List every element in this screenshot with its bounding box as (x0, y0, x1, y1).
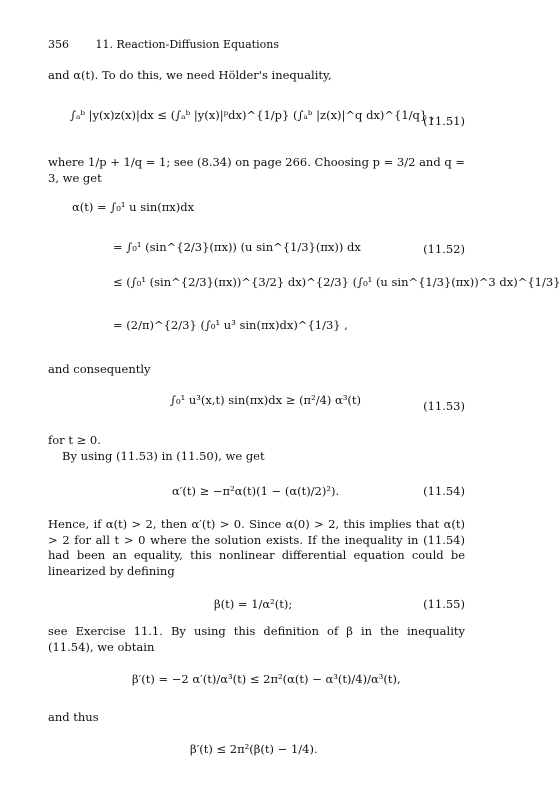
equation-11-54: α′(t) ≥ −π²α(t)(1 − (α(t)/2)²). (172, 484, 340, 498)
paragraph-7: see Exercise 11.1. By using this definition of β in the inequality (11.54), we obtain (48, 624, 465, 654)
equation-11-53: ∫₀¹ u³(x,t) sin(πx)dx ≥ (π²/4) α³(t) (170, 393, 362, 407)
chapter-title: 11. Reaction-Diffusion Equations (95, 38, 279, 51)
eq-number-11-52: (11.52) (423, 242, 465, 256)
paragraph-5: By using (11.53) in (11.50), we get (62, 449, 265, 463)
eq-number-11-53: (11.53) (423, 399, 465, 413)
running-header (48, 38, 279, 51)
paragraph-1: and α(t). To do this, we need Hölder's inequality, (48, 68, 332, 82)
equation-11-55: β(t) = 1/α²(t); (214, 597, 293, 611)
page-number: 356 (48, 38, 69, 51)
equation-11-52-line3: ≤ (∫₀¹ (sin^{2/3}(πx))^{3/2} dx)^{2/3} (∫₀¹ (u sin^{1/3}(πx))^3 dx)^{1/3} (113, 275, 560, 289)
equation-11-51: ∫ₐᵇ |y(x)z(x)|dx ≤ (∫ₐᵇ |y(x)|ᵖdx)^{1/p} (∫ₐᵇ |z(x)|^q dx)^{1/q} , (70, 108, 435, 122)
paragraph-2: where 1/p + 1/q = 1; see (8.34) on page 266. Choosing p = 3/2 and q = 3, we get (48, 155, 466, 185)
equation-11-52-line1: α(t) = ∫₀¹ u sin(πx)dx (72, 200, 195, 214)
equation-11-52-line2: = ∫₀¹ (sin^{2/3}(πx)) (u sin^{1/3}(πx)) dx (113, 240, 361, 254)
eq-number-11-54: (11.54) (423, 484, 465, 498)
paragraph-4: for t ≥ 0. (48, 433, 101, 447)
eq-number-11-51: (11.51) (423, 114, 465, 128)
eq-number-11-55: (11.55) (423, 597, 465, 611)
equation-11-52-line4: = (2/π)^{2/3} (∫₀¹ u³ sin(πx)dx)^{1/3} , (113, 318, 348, 332)
equation-beta-inequality: β′(t) ≤ 2π²(β(t) − 1/4). (190, 742, 318, 756)
equation-beta-prime: β′(t) = −2 α′(t)/α³(t) ≤ 2π²(α(t) − α³(t)/4)/α³(t), (132, 672, 401, 686)
paragraph-6: Hence, if α(t) > 2, then α′(t) > 0. Since α(0) > 2, this implies that α(t) > 2 for all t > 0 where the solution exists. If the inequality in (11.54) had been an equality, this nonlinear differential equation could be linearized by defining (48, 517, 465, 578)
paragraph-8: and thus (48, 710, 99, 724)
paragraph-3: and consequently (48, 362, 151, 376)
